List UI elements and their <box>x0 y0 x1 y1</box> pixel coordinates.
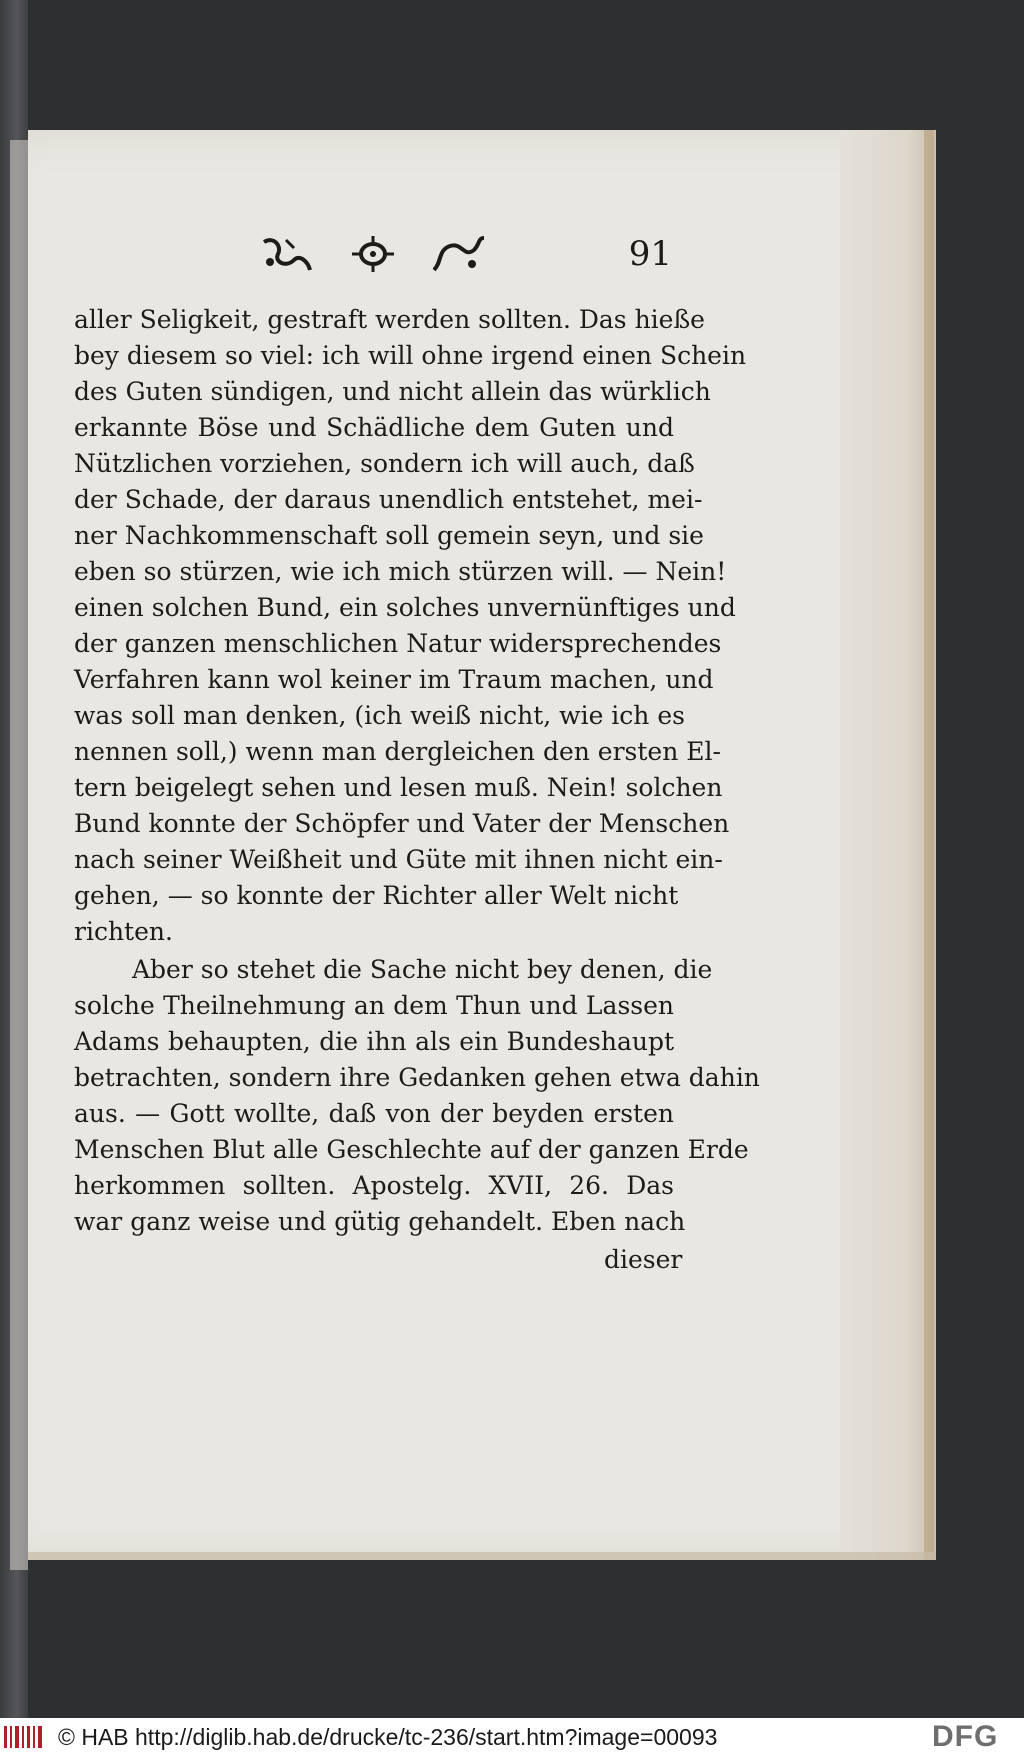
text-line: herkommen sollten. Apostelg. XVII, 26. Das <box>74 1171 674 1200</box>
page-fore-edge <box>840 130 936 1560</box>
ornament-left-icon <box>260 232 314 276</box>
text-line: solche Theilnehmung an dem Thun und Lassen <box>74 991 674 1020</box>
page-bottom-edge <box>28 1552 936 1560</box>
ornament-right-icon <box>428 232 488 276</box>
text-line: nach seiner Weißheit und Güte mit ihnen nicht ein- <box>74 845 723 874</box>
catchword: dieser <box>604 1245 683 1274</box>
text-line: Aber so stehet die Sache nicht bey denen, die <box>132 955 713 984</box>
previous-page-edge <box>10 140 28 1570</box>
text-line: Bund konnte der Schöpfer und Vater der Menschen <box>74 809 730 838</box>
text-line: aller Seligkeit, gestraft werden sollten. Das hieße <box>74 305 705 334</box>
text-line: richten. <box>74 917 173 946</box>
text-line: erkannte Böse und Schädliche dem Guten und <box>74 413 674 442</box>
text-line: betrachten, sondern ihre Gedanken gehen etwa dahin <box>74 1063 760 1092</box>
text-line: Verfahren kann wol keiner im Traum machen, und <box>74 665 714 694</box>
library-barcode-logo-icon <box>2 1722 46 1752</box>
text-line: gehen, — so konnte der Richter aller Welt nicht <box>74 881 679 910</box>
page-header <box>260 232 680 282</box>
text-line: eben so stürzen, wie ich mich stürzen will. — Nein! <box>74 557 727 586</box>
footer-credit: © HAB http://diglib.hab.de/drucke/tc-236/start.htm?image=00093 <box>58 1724 718 1750</box>
text-line: Nützlichen vorziehen, sondern ich will auch, daß <box>74 449 695 478</box>
text-line: des Guten sündigen, und nicht allein das würklich <box>74 377 711 406</box>
page-edge-stain <box>924 130 934 1560</box>
text-line: Menschen Blut alle Geschlechte auf der ganzen Erde <box>74 1135 749 1164</box>
text-line: war ganz weise und gütig gehandelt. Eben nach <box>74 1207 686 1236</box>
text-line: der ganzen menschlichen Natur widersprechendes <box>74 629 722 658</box>
dfg-logo: DFG <box>932 1720 999 1753</box>
text-line: Adams behaupten, die ihn als ein Bundeshaupt <box>74 1027 674 1056</box>
text-line: der Schade, der daraus unendlich entstehet, mei- <box>74 485 703 514</box>
page-number: 91 <box>628 234 672 274</box>
text-line: bey diesem so viel: ich will ohne irgend einen Schein <box>74 341 747 370</box>
text-line: tern beigelegt sehen und lesen muß. Nein! solchen <box>74 773 723 802</box>
text-line: einen solchen Bund, ein solches unvernünftiges und <box>74 593 736 622</box>
text-line: was soll man denken, (ich weiß nicht, wie ich es <box>74 701 685 730</box>
ornament-center-icon <box>348 232 398 276</box>
text-line: aus. — Gott wollte, daß von der beyden ersten <box>74 1099 674 1128</box>
text-line: nennen soll,) wenn man dergleichen den ersten El- <box>74 737 721 766</box>
text-line: ner Nachkommenschaft soll gemein seyn, und sie <box>74 521 704 550</box>
